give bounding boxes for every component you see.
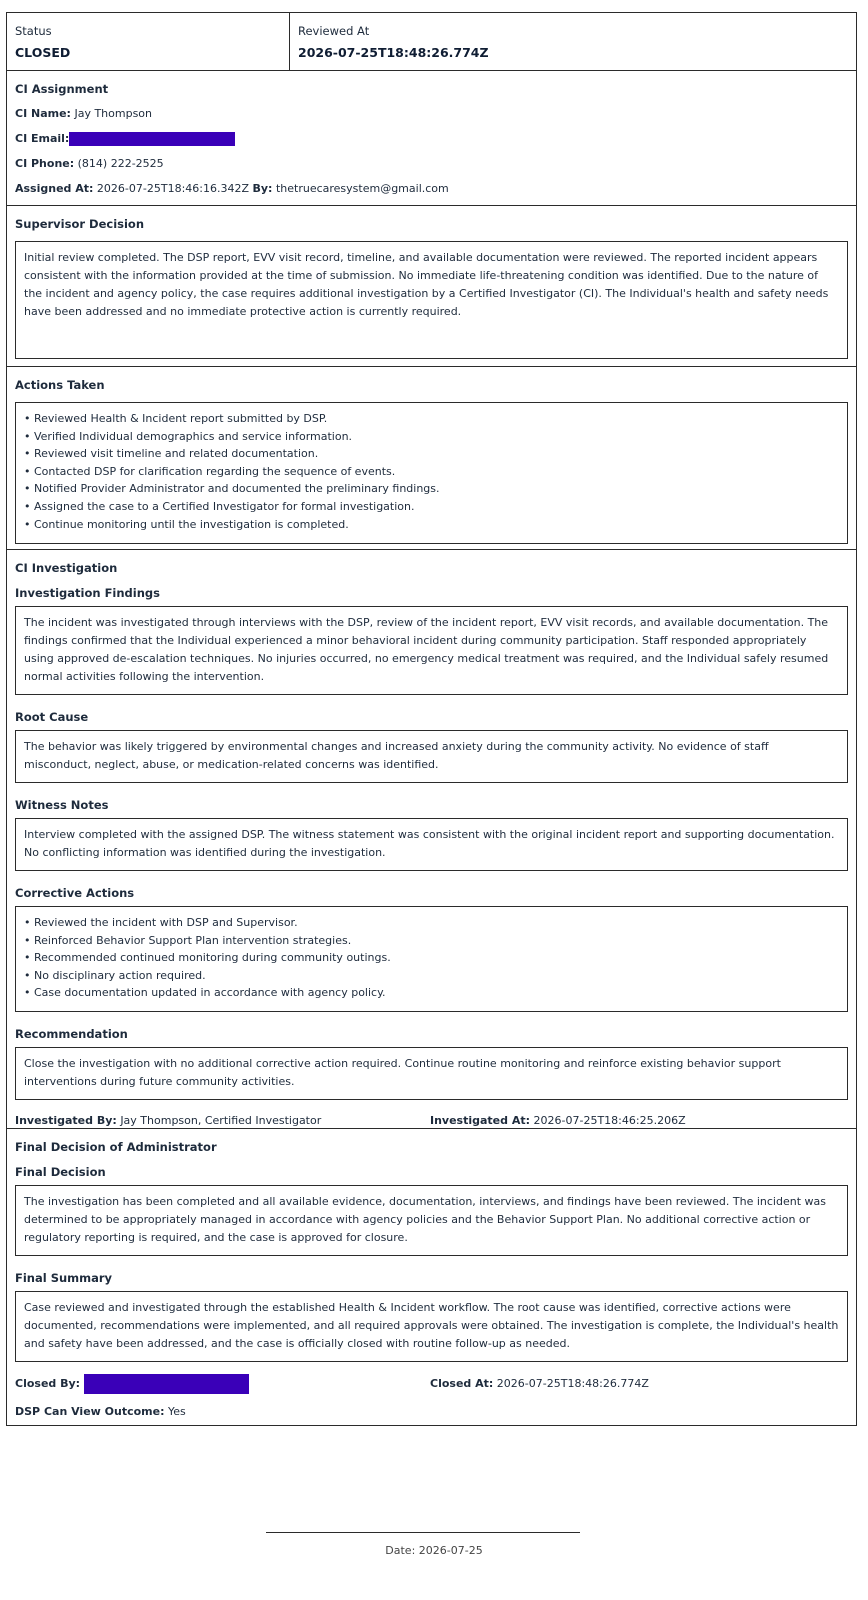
witness-notes-box: Interview completed with the assigned DSP. The witness statement was consistent with the original incident report and supporting documentation. No conflicting information was identified during the investigation. (15, 818, 848, 871)
closed-at-label: Closed At: (430, 1377, 494, 1390)
findings-box: The incident was investigated through interviews with the DSP, review of the incident report, EVV visit records, and available documentation. The findings confirmed that the Individual experienced a minor behavioral incident during community participation. Staff responded appropriately using approved de-escalation techniques. No injuries occurred, no emergency medical treatment was required, and the Individual safely resumed normal activities following the intervention. (15, 606, 848, 695)
ci-email-redaction (69, 132, 235, 146)
status-cell (7, 13, 290, 70)
final-summary-box: Case reviewed and investigated through the established Health & Incident workflow. The root cause was identified, corrective actions were documented, recommendations were implemented, and all required approvals were obtained. The investigation is complete, the Individual's health and safety have been addressed, and the case is officially closed with routine follow-up as needed. (15, 1291, 848, 1362)
corrective-actions-title: Corrective Actions (15, 886, 135, 900)
action-item: • Continue monitoring until the investigation is completed. (24, 517, 349, 531)
closed-by (15, 1374, 430, 1394)
actions-taken-section (7, 367, 856, 550)
status-label: Status (15, 24, 52, 38)
action-item: • Assigned the case to a Certified Investigator for formal investigation. (24, 499, 415, 513)
ci-assignment-section (7, 71, 856, 206)
action-item: • Contacted DSP for clarification regarding the sequence of events. (24, 464, 396, 478)
action-item: • Verified Individual demographics and service information. (24, 429, 353, 443)
supervisor-decision-box: Initial review completed. The DSP report, EVV visit record, timeline, and available documentation were reviewed. The reported incident appears consistent with the information provided at the time of submission. No immediate life-threatening condition was identified. Due to the nature of the incident and agency policy, the case requires additional investigation by a Certified Investigator (CI). The Individual's health and safety needs have been addressed and no immediate protective action is currently required. (15, 241, 848, 359)
ci-email-line (15, 131, 848, 147)
closed-at-value: 2026-07-25T18:48:26.774Z (496, 1377, 649, 1390)
assigned-by-value: thetruecaresystem@gmail.com (275, 182, 449, 195)
final-decision-title: Final Decision (15, 1165, 106, 1179)
final-decision-box: The investigation has been completed and all available evidence, documentation, interviews, and findings have been reviewed. The incident was determined to be appropriately managed in accordance with agency policies and the Behavior Support Plan. No additional corrective action or regulatory reporting is required, and the case is approved for closure. (15, 1185, 848, 1256)
final-decision-section-title: Final Decision of Administrator (15, 1140, 217, 1154)
reviewed-at-label: Reviewed At (298, 24, 370, 38)
corrective-item: • Reviewed the incident with DSP and Supervisor. (24, 916, 298, 929)
signature-line (266, 1532, 580, 1533)
final-summary-title: Final Summary (15, 1271, 113, 1285)
corrective-actions-box (15, 906, 848, 1012)
findings-title: Investigation Findings (15, 586, 160, 600)
dsp-view-value: Yes (167, 1405, 186, 1418)
incident-report-sheet (6, 12, 857, 1426)
root-cause-box: The behavior was likely triggered by environmental changes and increased anxiety during the community activity. No evidence of staff misconduct, neglect, abuse, or medication-related concerns was identified. (15, 730, 848, 783)
investigated-at-value: 2026-07-25T18:46:25.206Z (533, 1114, 686, 1127)
investigated-row (15, 1113, 848, 1129)
corrective-item: • Case documentation updated in accordance with agency policy. (24, 986, 386, 1000)
witness-notes-title: Witness Notes (15, 798, 109, 812)
assigned-at-label: Assigned At: (15, 182, 94, 195)
ci-name-label: CI Name: (15, 107, 71, 120)
status-value: CLOSED (15, 45, 71, 60)
ci-phone-line (15, 156, 848, 172)
reviewed-at-cell (290, 13, 856, 70)
action-item: • Notified Provider Administrator and documented the preliminary findings. (24, 482, 440, 496)
closed-row (15, 1374, 848, 1394)
closed-by-redaction (84, 1374, 249, 1394)
recommendation-box: Close the investigation with no additional corrective action required. Continue routine monitoring and reinforce existing behavior support interventions during future community activities. (15, 1047, 848, 1100)
actions-taken-box (15, 402, 848, 544)
ci-name-value: Jay Thompson (74, 107, 152, 120)
ci-phone-value: (814) 222-2525 (77, 157, 164, 170)
investigated-by (15, 1113, 430, 1129)
assigned-by-label: By: (252, 182, 273, 195)
investigated-by-label: Investigated By: (15, 1114, 117, 1127)
recommendation-title: Recommendation (15, 1027, 128, 1041)
action-item: • Reviewed Health & Incident report submitted by DSP. (24, 412, 328, 425)
closed-by-label: Closed By: (15, 1377, 81, 1390)
investigated-at (430, 1113, 686, 1129)
ci-investigation-section (7, 550, 856, 1129)
corrective-item: • Recommended continued monitoring during community outings. (24, 951, 391, 965)
investigated-at-label: Investigated At: (430, 1114, 531, 1127)
supervisor-decision-title: Supervisor Decision (15, 217, 145, 231)
closed-at (430, 1376, 649, 1392)
dsp-view-line (15, 1404, 848, 1420)
reviewed-at-value: 2026-07-25T18:48:26.774Z (298, 45, 489, 60)
final-decision-section (7, 1129, 856, 1425)
root-cause-title: Root Cause (15, 710, 89, 724)
corrective-item: • No disciplinary action required. (24, 968, 206, 982)
investigated-by-value: Jay Thompson, Certified Investigator (120, 1114, 322, 1127)
status-row (7, 13, 856, 71)
ci-assignment-title: CI Assignment (15, 82, 109, 96)
ci-email-label: CI Email: (15, 132, 70, 145)
assigned-at-line (15, 181, 848, 197)
actions-taken-title: Actions Taken (15, 378, 105, 392)
ci-name-line (15, 106, 848, 122)
supervisor-decision-section (7, 206, 856, 367)
assigned-at-value: 2026-07-25T18:46:16.342Z (96, 182, 249, 195)
dsp-view-label: DSP Can View Outcome: (15, 1405, 165, 1418)
signature-date: Date: 2026-07-25 (385, 1544, 483, 1557)
ci-investigation-title: CI Investigation (15, 561, 118, 575)
ci-phone-label: CI Phone: (15, 157, 75, 170)
action-item: • Reviewed visit timeline and related documentation. (24, 447, 319, 461)
corrective-item: • Reinforced Behavior Support Plan intervention strategies. (24, 933, 352, 947)
